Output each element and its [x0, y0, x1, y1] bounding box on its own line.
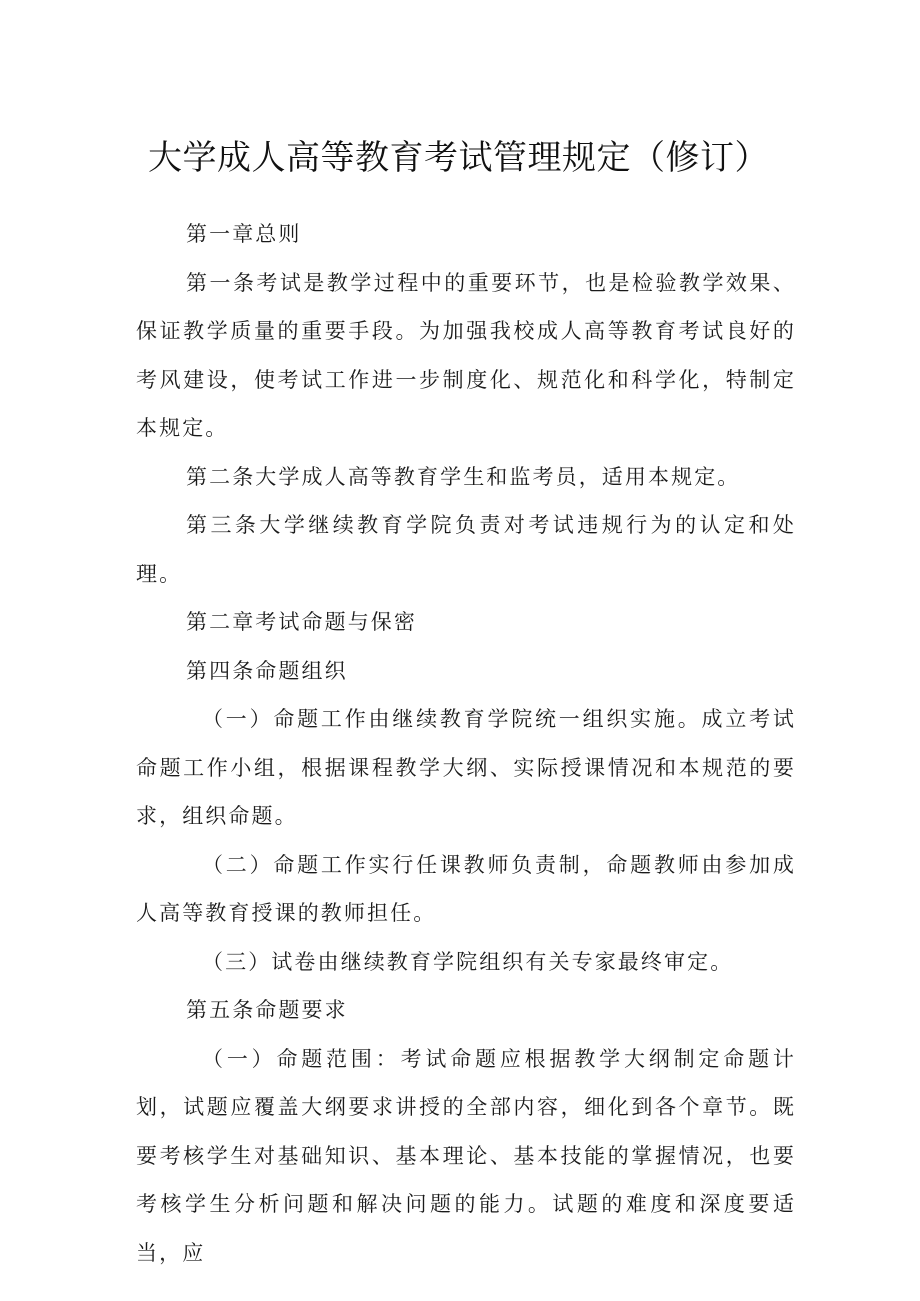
clause-paragraph: （三）试卷由继续教育学院组织有关专家最终审定。	[202, 949, 734, 974]
document-body	[136, 210, 796, 1277]
clause-paragraph: （一）命题工作由继续教育学院统一组织实施。成立考试命题工作小组，根据课程教学大纲、实际授课情况和本规范的要求，组织命题。	[136, 707, 796, 828]
clause-paragraph: （一）命题范围：考试命题应根据教学大纲制定命题计划，试题应覆盖大纲要求讲授的全部内容，细化到各个章节。既要考核学生对基础知识、基本理论、基本技能的掌握情况，也要考核学生分析问题和解决问题的能力。试题的难度和深度要适当，应	[136, 1046, 796, 1265]
document-title: 大学成人高等教育考试管理规定（修订）	[148, 138, 769, 178]
article-heading: 第四条命题组织	[186, 658, 348, 683]
chapter-heading: 第二章考试命题与保密	[186, 610, 417, 634]
chapter-heading: 第一章总则	[186, 222, 302, 246]
article-heading: 第五条命题要求	[186, 998, 348, 1022]
article-paragraph: 第三条大学继续教育学院负责对考试违规行为的认定和处理。	[136, 513, 796, 586]
clause-paragraph: （二）命题工作实行任课教师负责制，命题教师由参加成人高等教育授课的教师担任。	[136, 852, 796, 925]
article-paragraph: 第二条大学成人高等教育学生和监考员，适用本规定。	[186, 464, 741, 489]
article-paragraph: 第一条考试是教学过程中的重要环节，也是检验教学效果、保证教学质量的重要手段。为加强我校成人高等教育考试良好的考风建设，使考试工作进一步制度化、规范化和科学化，特制定本规定。	[136, 270, 796, 440]
